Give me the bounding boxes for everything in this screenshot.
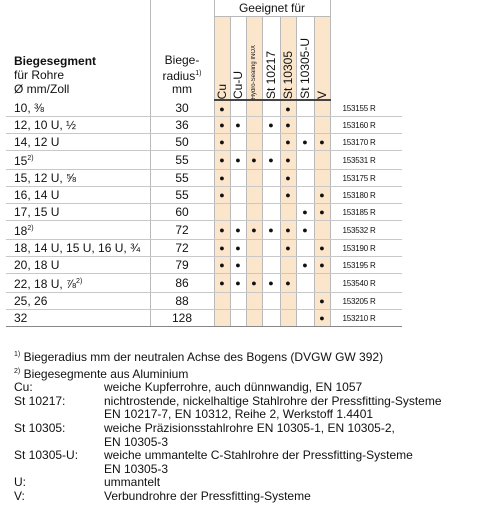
cell-pipe-size: 15, 12 U, ⅝ [6,170,150,187]
cell-bend-radius: 55 [150,151,214,170]
legend-key: V: [14,488,25,503]
radius-line2: radius [162,69,196,83]
suitable-dot-icon: ● [314,134,330,151]
empty-cell [262,170,280,187]
empty-cell [314,170,330,187]
cell-bend-radius: 30 [150,100,214,117]
suitable-dot-icon: ● [314,310,330,327]
table-row [6,293,402,310]
suitable-dot-icon: ● [280,134,296,151]
suitable-dot-icon: ● [246,274,262,293]
cell-article-number: 153540 R [330,274,402,293]
legend-value: nichtrostende, nickelhaltige Stahlrohre der Pressfitting-Systeme EN 10217-7, EN 10312, Reihe 2, Werkstoff 1.4401 [104,393,442,422]
suitable-dot-icon: ● [262,274,280,293]
suitable-dot-icon: ● [280,221,296,240]
table-row [6,257,402,274]
cell-bend-radius: 36 [150,117,214,134]
cell-article-number: 153175 R [330,170,402,187]
cell-bend-radius: 60 [150,204,214,221]
suitable-dot-icon: ● [296,257,314,274]
cell-bend-radius: 128 [150,310,214,327]
empty-cell [262,100,280,117]
suitable-dot-icon: ● [214,117,230,134]
cell-pipe-size: 15$^{2)}$ [6,151,150,170]
suitable-dot-icon: ● [230,240,246,257]
material-column-header: Cu-U [230,17,246,101]
empty-cell [230,100,246,117]
empty-cell [246,240,262,257]
empty-cell [230,293,246,310]
table-row [6,100,402,117]
empty-cell [262,293,280,310]
suitable-dot-icon: ● [214,240,230,257]
suitable-dot-icon: ● [230,117,246,134]
column-header-article [330,0,402,100]
material-column-header: V [314,17,330,101]
cell-bend-radius: 55 [150,187,214,204]
empty-cell [230,134,246,151]
empty-cell [246,134,262,151]
cell-article-number: 153210 R [330,310,402,327]
legend-entry [14,395,484,422]
cell-pipe-size: 18, 14 U, 15 U, 16 U, ¾ [6,240,150,257]
empty-cell [314,221,330,240]
empty-cell [230,204,246,221]
table-header [6,0,402,100]
radius-footnote-mark: 1) [195,70,202,77]
empty-cell [262,204,280,221]
suitable-dot-icon: ● [314,257,330,274]
cell-pipe-size: 16, 14 U [6,187,150,204]
segment-subtitle: für Rohre [14,68,65,82]
cell-article-number: 153185 R [330,204,402,221]
suitable-dot-icon: ● [296,134,314,151]
cell-pipe-size: 22, 18 U, ⅞$^{2)}$ [6,274,150,293]
empty-cell [230,187,246,204]
cell-bend-radius: 72 [150,240,214,257]
empty-cell [246,310,262,327]
radius-unit: mm [172,82,192,96]
empty-cell [246,187,262,204]
cell-pipe-size: 18$^{2)}$ [6,221,150,240]
empty-cell [314,274,330,293]
empty-cell [314,100,330,117]
cell-pipe-size: 17, 15 U [6,204,150,221]
empty-cell [214,293,230,310]
empty-cell [314,117,330,134]
suitable-dot-icon: ● [214,257,230,274]
empty-cell [246,204,262,221]
empty-cell [262,134,280,151]
segment-title: Biegesegment [14,54,97,68]
suitable-dot-icon: ● [280,170,296,187]
suitable-dot-icon: ● [214,187,230,204]
footnote-mark: 2) [76,278,83,285]
table-row [6,117,402,134]
cell-article-number: 153160 R [330,117,402,134]
material-column-header: Cu [214,17,230,101]
suitable-dot-icon: ● [214,151,230,170]
column-header-segment [6,0,150,100]
suitable-dot-icon: ● [246,151,262,170]
empty-cell [296,310,314,327]
suitable-dot-icon: ● [214,100,230,117]
empty-cell [280,293,296,310]
empty-cell [246,293,262,310]
column-header-radius [150,0,214,100]
empty-cell [296,187,314,204]
cell-bend-radius: 72 [150,221,214,240]
empty-cell [280,204,296,221]
legend-entry [14,381,484,395]
cell-pipe-size: 32 [6,310,150,327]
footnotes-and-legend [14,348,484,504]
empty-cell [246,257,262,274]
empty-cell [262,257,280,274]
suitable-dot-icon: ● [214,170,230,187]
radius-line1: Biege- [164,53,200,67]
empty-cell [280,310,296,327]
suitable-dot-icon: ● [214,221,230,240]
suitable-dot-icon: ● [280,274,296,293]
empty-cell [296,170,314,187]
cell-article-number: 153532 R [330,221,402,240]
empty-cell [296,293,314,310]
legend-key: St 10217: [14,393,66,408]
cell-article-number: 153205 R [330,293,402,310]
suitable-dot-icon: ● [280,117,296,134]
table-row [6,187,402,204]
suitable-dot-icon: ● [314,240,330,257]
legend-value: weiche Präzisionsstahlrohre EN 10305-1, EN 10305-2, EN 10305-3 [104,420,395,449]
cell-pipe-size: 20, 18 U [6,257,150,274]
cell-article-number: 153190 R [330,240,402,257]
footnote-1: $^{1)}$ Biegeradius mm der neutralen Achse des Bogens (DVGW GW 392) [14,350,384,364]
table-row [6,170,402,187]
empty-cell [214,310,230,327]
footnote-2: $^{2)}$ Biegesegmente aus Aluminium [14,366,189,381]
material-column-header: St 10305 [280,17,296,101]
material-column-header: Hydro-Sealing INOX [246,17,262,101]
empty-cell [296,274,314,293]
legend-value: ummantelt [104,475,161,490]
table-row [6,151,402,170]
material-column-header: St 10217 [262,17,280,101]
suitable-dot-icon: ● [214,134,230,151]
empty-cell [262,187,280,204]
legend-entry [14,490,484,504]
bending-segment-table [6,0,402,327]
legend-entry [14,476,484,490]
empty-cell [280,257,296,274]
table-row [6,221,402,240]
table-row [6,240,402,257]
suitable-dot-icon: ● [314,187,330,204]
empty-cell [230,310,246,327]
suitable-dot-icon: ● [280,187,296,204]
empty-cell [246,117,262,134]
legend-key: St 10305: [14,420,66,435]
empty-cell [296,100,314,117]
cell-article-number: 153531 R [330,151,402,170]
cell-pipe-size: 25, 26 [6,293,150,310]
cell-pipe-size: 14, 12 U [6,134,150,151]
footnote-mark: 2) [27,225,34,232]
empty-cell [246,170,262,187]
table-row [6,310,402,327]
cell-bend-radius: 79 [150,257,214,274]
suitable-dot-icon: ● [230,274,246,293]
empty-cell [246,100,262,117]
suitable-dot-icon: ● [296,221,314,240]
suitable-dot-icon: ● [214,274,230,293]
cell-pipe-size: 12, 10 U, ½ [6,117,150,134]
legend-value: weiche ummantelte C-Stahlrohre der Pressfitting-Systeme EN 10305-3 [104,448,413,476]
legend-key: U: [14,475,26,490]
legend-entry [14,422,484,449]
suitable-dot-icon: ● [262,221,280,240]
empty-cell [296,117,314,134]
cell-bend-radius: 88 [150,293,214,310]
table-row [6,134,402,151]
cell-article-number: 153155 R [330,100,402,117]
suitable-dot-icon: ● [280,100,296,117]
suitable-dot-icon: ● [280,151,296,170]
footnote-mark: 2) [27,155,34,162]
suitable-dot-icon: ● [262,117,280,134]
cell-pipe-size: 10, ⅜ [6,100,150,117]
empty-cell [214,204,230,221]
empty-cell [262,310,280,327]
suitable-dot-icon: ● [246,221,262,240]
suitable-dot-icon: ● [230,257,246,274]
empty-cell [296,240,314,257]
cell-article-number: 153170 R [330,134,402,151]
legend [14,381,484,503]
cell-bend-radius: 86 [150,274,214,293]
suitable-dot-icon: ● [230,151,246,170]
cell-article-number: 153195 R [330,257,402,274]
cell-bend-radius: 55 [150,170,214,187]
suitable-dot-icon: ● [230,221,246,240]
legend-value: Verbundrohre der Pressfitting-Systeme [104,488,311,503]
suitable-dot-icon: ● [314,204,330,221]
suitable-dot-icon: ● [314,293,330,310]
empty-cell [314,151,330,170]
empty-cell [230,170,246,187]
legend-entry [14,449,484,476]
table-row [6,274,402,293]
table-row [6,204,402,221]
suitable-dot-icon: ● [296,204,314,221]
empty-cell [296,151,314,170]
table-body [6,100,402,327]
suitable-dot-icon: ● [262,151,280,170]
legend-key: St 10305-U: [14,448,79,463]
segment-unit: Ø mm/Zoll [14,82,70,96]
suitable-for-group-header: Geeignet für [214,0,330,17]
empty-cell [262,240,280,257]
suitable-dot-icon: ● [280,240,296,257]
legend-key: Cu: [14,380,33,395]
cell-article-number: 153180 R [330,187,402,204]
material-column-header: St 10305-U [296,17,314,101]
cell-bend-radius: 50 [150,134,214,151]
legend-value: weiche Kupferrohre, auch dünnwandig, EN 1057 [104,380,363,395]
